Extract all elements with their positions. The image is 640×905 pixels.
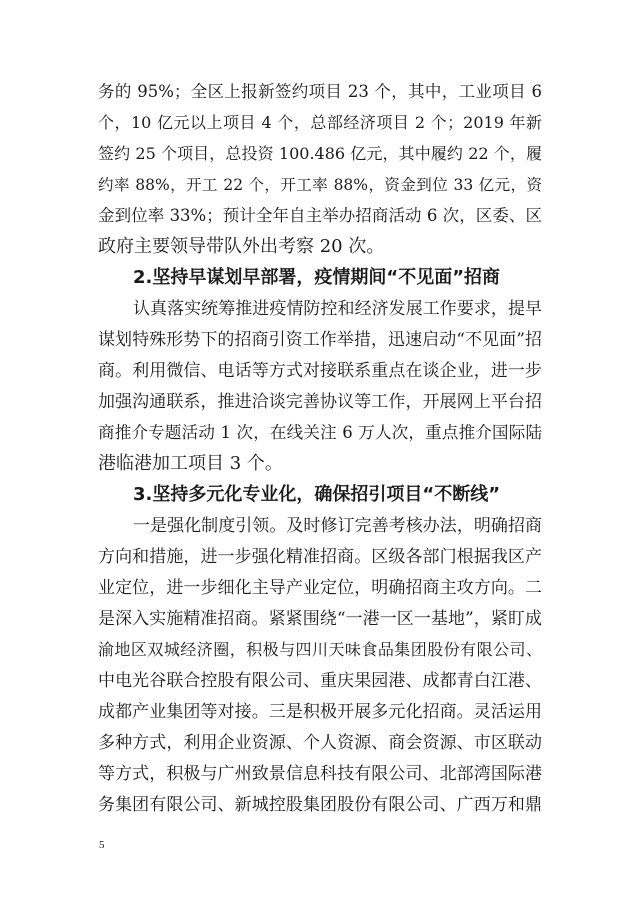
text-line: 签约 25 个项目，总投资 100.486 亿元，其中履约 22 个，履 <box>98 144 542 163</box>
text-line: 方向和措施，进一步强化精准招商。区级各部门根据我区产 <box>98 547 542 567</box>
text-line: 认真落实统筹推进疫情防控和经济发展工作要求，提早 <box>133 299 542 319</box>
text-line: 多种方式，利用企业资源、个人资源、商会资源、市区联动 <box>98 733 542 753</box>
text-line: 加强沟通联系，推进洽谈完善协议等工作，开展网上平台招 <box>98 392 542 412</box>
text-line: 等方式，积极与广州致景信息科技有限公司、北部湾国际港 <box>98 764 542 784</box>
text-line: 谋划特殊形势下的招商引资工作举措，迅速启动“不见面”招 <box>98 330 542 350</box>
text-line: 是深入实施精准招商。紧紧围绕“一港一区一基地”，紧盯成 <box>98 609 542 629</box>
text-line: 渝地区双城经济圈，积极与四川天味食品集团股份有限公司、 <box>98 640 542 659</box>
text-line: 成都产业集团等对接。三是积极开展多元化招商。灵活运用 <box>98 702 542 722</box>
text-line: 港临港加工项目 3 个。 <box>98 453 283 474</box>
text-line: 一是强化制度引领。及时修订完善考核办法，明确招商 <box>133 516 542 536</box>
section-heading-2: 2.坚持早谋划早部署，疫情期间“不见面”招商 <box>133 267 501 288</box>
text-line: 政府主要领导带队外出考察 20 次。 <box>98 236 385 257</box>
text-line: 约率 88%，开工 22 个，开工率 88%，资金到位 33 亿元，资 <box>98 176 542 194</box>
text-line: 中电光谷联合控股有限公司、重庆果园港、成都青白江港、 <box>98 671 542 691</box>
page-number: 5 <box>99 839 105 851</box>
text-line: 务的 95%；全区上报新签约项目 23 个，其中，工业项目 6 <box>98 82 542 101</box>
text-line: 商推介专题活动 1 次，在线关注 6 万人次，重点推介国际陆 <box>98 423 542 442</box>
text-line: 商。利用微信、电话等方式对接联系重点在谈企业，进一步 <box>98 361 542 381</box>
text-line: 个，10 亿元以上项目 4 个，总部经济项目 2 个；2019 年新 <box>98 113 542 132</box>
text-line: 业定位，进一步细化主导产业定位，明确招商主攻方向。二 <box>98 578 542 598</box>
section-heading-3: 3.坚持多元化专业化，确保招引项目“不断线” <box>133 484 501 505</box>
text-line: 务集团有限公司、新城控股集团股份有限公司、广西万和鼎 <box>98 795 542 815</box>
text-line: 金到位率 33%；预计全年自主举办招商活动 6 次，区委、区 <box>98 206 542 225</box>
